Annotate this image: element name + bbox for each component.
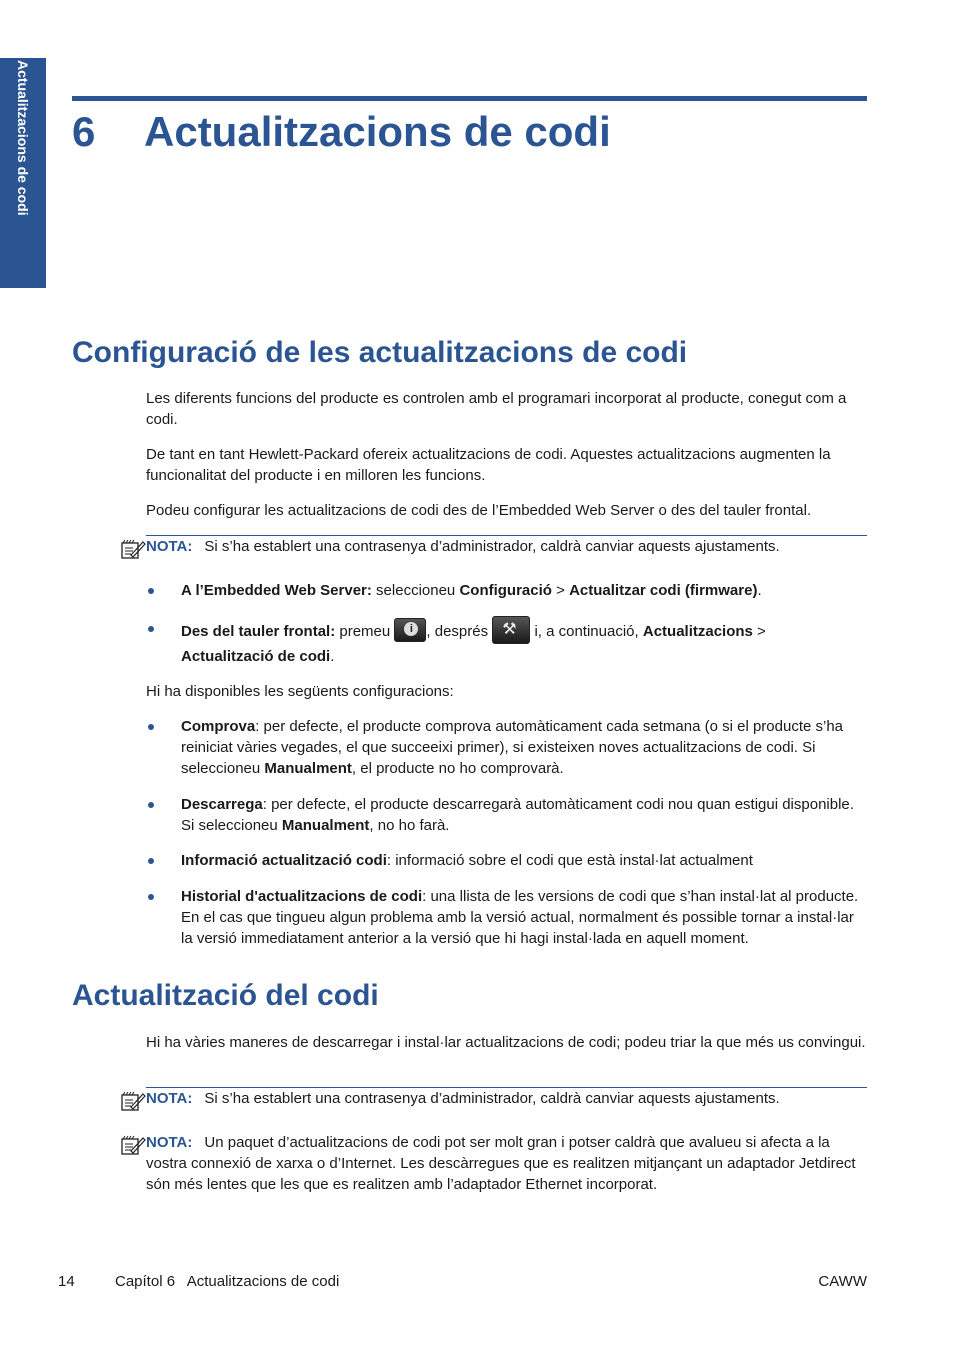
chapter-number: 6 [72,108,96,155]
info-button-icon [394,618,426,642]
list-item: A l’Embedded Web Server: seleccioneu Configuració > Actualitzar codi (firmware). [181,582,762,599]
side-tab-label: Actualitzacions de codi [15,60,31,216]
list-item: Comprova: per defecte, el producte comprova automàticament cada setmana (o si el producte s’ha reiniciat vàries vegades, el que succeeixi primer), si existeixen noves actualitzacions de codi. Si seleccioneu Manualment, el producte no ho comprovarà. [181,718,844,777]
list-item: Historial d'actualitzacions de codi: una llista de les versions de codi que s’han instal·lat al producte. En el cas que tingueu algun problema amb la versió actual, normalment és possible tornar a instal·lar la versió immediatament anterior a la versió que hi hagi instal·lada en aquell moment. [181,888,859,947]
list-item: Informació actualització codi: informació sobre el codi que està instal·lat actualment [181,852,753,869]
paragraph: Hi ha disponibles les següents configuracions: [146,683,454,700]
bullet [148,894,154,900]
section-heading-update: Actualització del codi [72,979,379,1012]
bullet [148,626,154,632]
note-text: Un paquet d’actualitzacions de codi pot ser molt gran i potser caldrà que avalueu si afecta a la vostra connexió de xarxa o d’Internet. Les descàrregues que es realitzen mitjançant un adaptador Jetdirect són més lentes que les que es realitzen amb l’adaptador Ethernet incorporat. [146,1134,856,1193]
note-text: Si s’ha establert una contrasenya d’administrador, caldrà canviar aquests ajustaments. [204,538,780,555]
note-icon [120,538,146,560]
note [146,1132,868,1195]
note-icon [120,1134,146,1156]
bullet [148,588,154,594]
bullet [148,724,154,730]
note-label: NOTA: [146,1134,193,1151]
side-tab [0,58,46,288]
note-label: NOTA: [146,538,193,555]
footer-chapter: Capítol 6 Actualitzacions de codi [115,1273,340,1290]
paragraph: Les diferents funcions del producte es controlen amb el programari incorporat al producte, conegut com a codi. [146,390,847,428]
note [146,536,868,557]
note-text: Si s’ha establert una contrasenya d’administrador, caldrà canviar aquests ajustaments. [204,1090,780,1107]
bullet [148,858,154,864]
section-heading-config: Configuració de les actualitzacions de codi [72,336,688,369]
note-label: NOTA: [146,1090,193,1107]
footer-page-number: 14 [58,1273,75,1290]
chapter-title [72,108,611,156]
chapter-rule [72,96,867,101]
footer-code: CAWW [818,1273,867,1290]
list-item: Des del tauler frontal: premeu i, després ⚒ i, a continuació, Actualitzacions > Actualització de codi. [181,618,869,667]
note-icon [120,1090,146,1112]
wrench-button-icon [492,616,530,644]
list-item: Descarrega: per defecte, el producte descarregarà automàticament codi nou quan estigui disponible. Si seleccioneu Manualment, no ho farà. [181,796,854,834]
note [146,1088,868,1109]
paragraph: Podeu configurar les actualitzacions de codi des de l’Embedded Web Server o des del tauler frontal. [146,502,812,519]
chapter-title-text: Actualitzacions de codi [144,108,611,155]
paragraph: De tant en tant Hewlett-Packard ofereix actualitzacions de codi. Aquestes actualitzacions augmenten la funcionalitat del producte i en milloren les funcions. [146,446,831,484]
paragraph: Hi ha vàries maneres de descarregar i instal·lar actualitzacions de codi; podeu triar la que més us convingui. [146,1034,866,1051]
bullet [148,802,154,808]
